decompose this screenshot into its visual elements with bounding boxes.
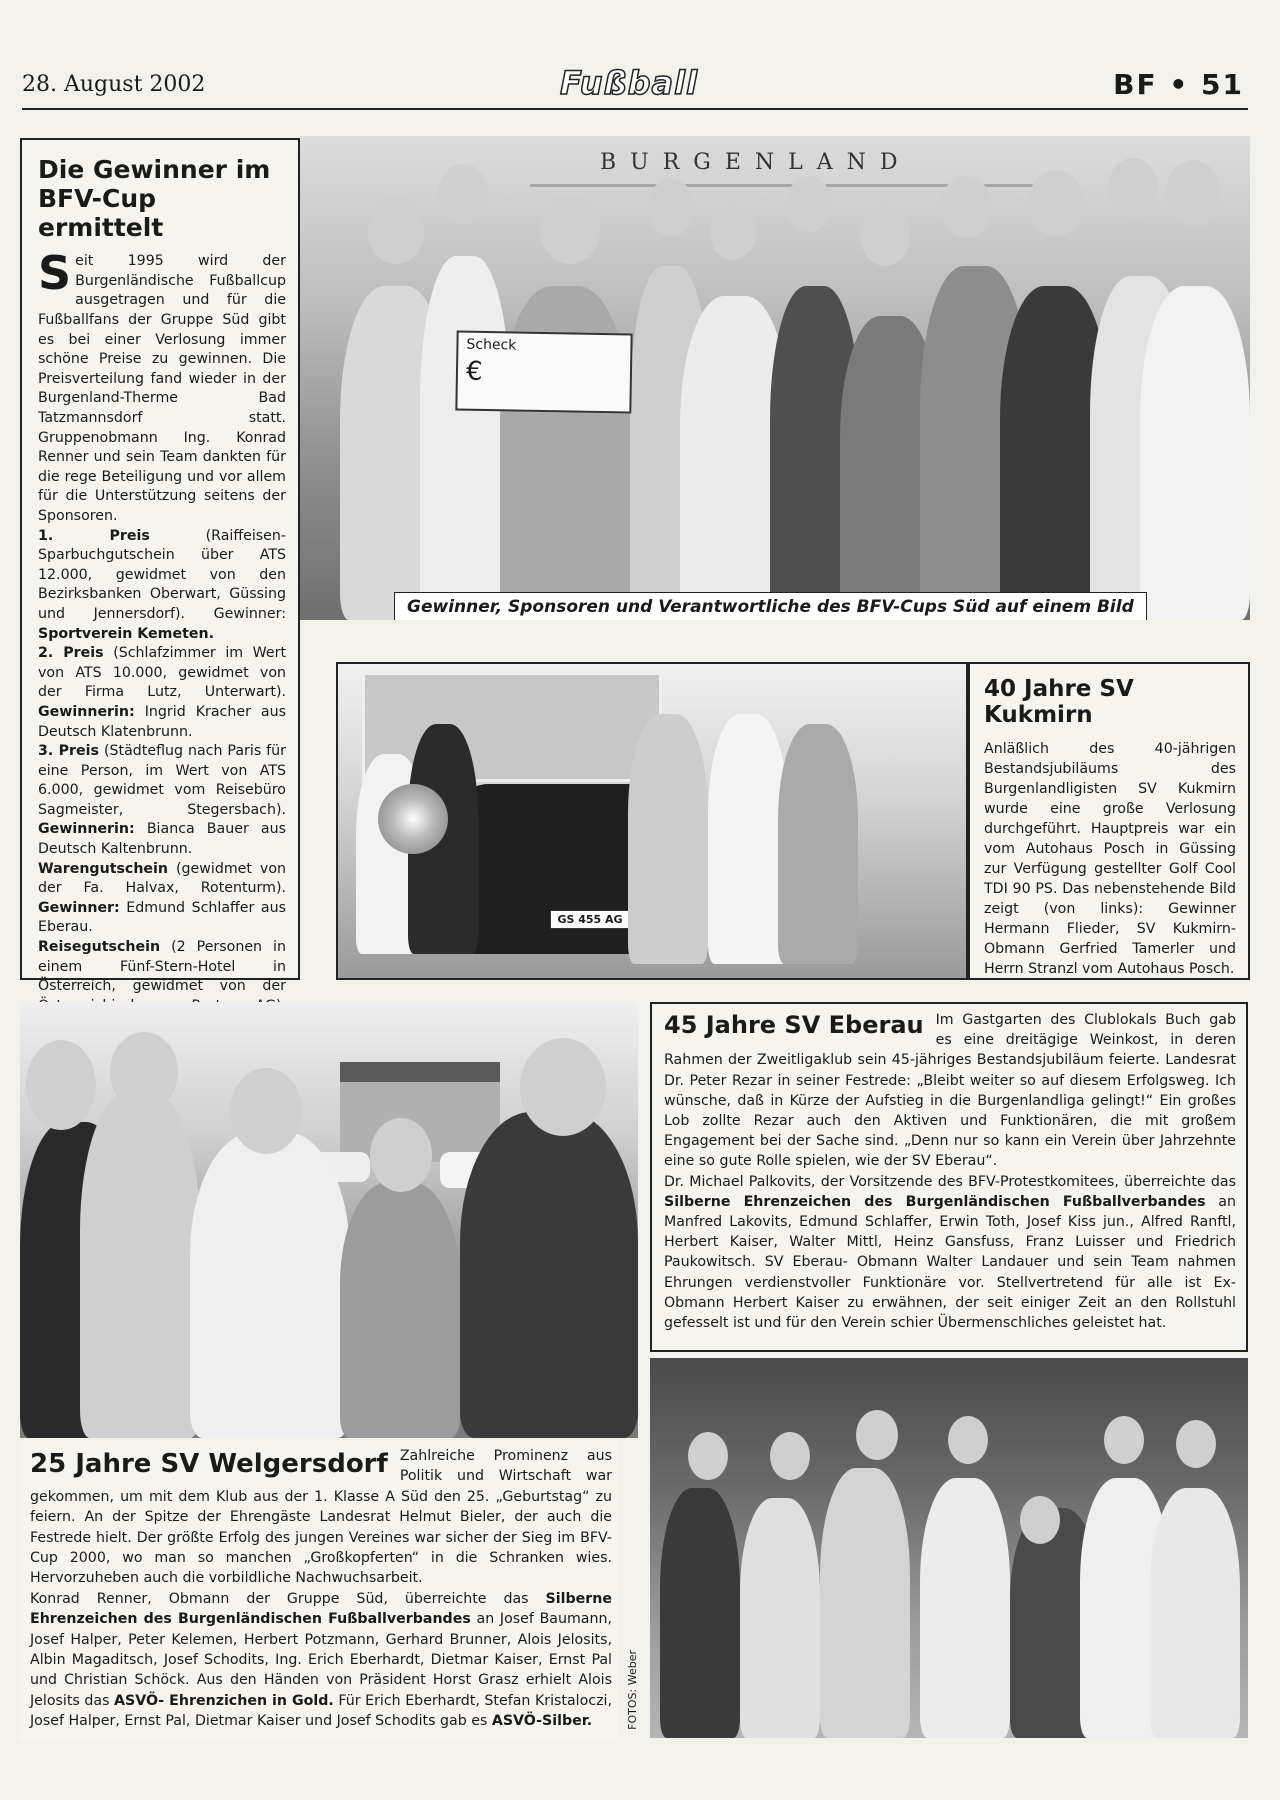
license-plate: GS 455 AG xyxy=(550,910,630,929)
welgersdorf-text2-bold3: ASVÖ-Silber. xyxy=(491,1713,593,1730)
prize3-winner: Bianca Bauer aus Deutsch Kaltenbrunn. xyxy=(38,821,286,858)
person-head xyxy=(370,1118,432,1192)
person-head xyxy=(1104,1416,1144,1464)
eberau-headline: 45 Jahre SV Eberau xyxy=(664,1011,924,1039)
person-head xyxy=(520,1038,606,1136)
person-head xyxy=(948,1416,988,1464)
photo-banner: BURGENLAND xyxy=(600,150,912,175)
prize2-text: (Schlafzimmer im Wert von ATS 10.000, gewidmet von der Firma Lutz, Unterwart). xyxy=(38,645,287,701)
person-head xyxy=(368,198,424,264)
bfv-cup-intro: eit 1995 wird der Burgenländische Fußballcup ausgetragen und für die Fußballfans der Gruppe Süd gibt es bei einer Verlosung immer schöne Preise zu gewinnen. Die Preisverteilung fand wieder in der Burgenland-Therme Bad Tatzmannsdorf statt. Gruppenobmann Ing. Konrad Renner und sein Team dankten für die rege Beteiligung und vor allem für die Unterstützung seitens der Sponsoren. xyxy=(38,253,286,524)
page-number: BF • 51 xyxy=(1113,68,1244,101)
welgersdorf-body xyxy=(30,1446,612,1732)
kukmirn-photo xyxy=(336,662,968,980)
prize2-label: 2. Preis xyxy=(38,645,104,662)
prize3-label: 3. Preis xyxy=(38,743,99,760)
person-head xyxy=(110,1032,178,1112)
person-head xyxy=(1176,1420,1216,1468)
prize2-winner-label: Gewinnerin: xyxy=(38,703,135,720)
dropcap: S xyxy=(38,246,72,301)
flower-bouquet xyxy=(378,784,448,854)
person-head xyxy=(856,1410,898,1460)
prize1-winner: Sportverein Kemeten. xyxy=(38,625,214,642)
welgersdorf-text1: Zahlreiche Prominenz aus Politik und Wirtschaft war gekommen, um mit dem Klub aus der 1. Klasse A Süd den 25. „Geburtstag“ zu feiern. An der Spitze der Ehrengäste Landesrat Helmut Bieler, der auch die Festrede hielt. Der größte Erfolg des jungen Vereines war sicher der Sieg im BFV-Cup 2000, wo man so manchen „Großkopferten“ in die Schranken wies. Hervorzuheben auch die vorbildliche Nachwuchsarbeit. xyxy=(30,1448,612,1587)
eberau-text2-bold: Silberne Ehrenzeichen des Burgenländischen Fußballverbandes xyxy=(664,1193,1206,1210)
welgersdorf-text2-end: Für Erich Eberhardt, Stefan Kristaloczi, Josef Halper, Ernst Pal, Dietmar Kaiser und Josef Schodits gab es xyxy=(30,1692,612,1730)
bfv-cup-photo-caption: Gewinner, Sponsoren und Verantwortliche des BFV-Cups Süd auf einem Bild xyxy=(394,592,1147,620)
travel-label: Reisegutschein xyxy=(38,939,161,956)
welgersdorf-article xyxy=(20,1440,618,1740)
header-rule xyxy=(22,108,1248,110)
person-head xyxy=(648,178,694,236)
issue-date: 28. August 2002 xyxy=(22,72,206,97)
voucher-text: (gewidmet von der Fa. Halvax, Rotenturm). xyxy=(38,860,287,897)
person-head xyxy=(1166,160,1220,226)
cheque-label: Scheck xyxy=(466,336,517,354)
person-silhouette xyxy=(778,724,858,964)
bfv-cup-article xyxy=(20,138,300,995)
person-head xyxy=(540,196,600,264)
person-silhouette xyxy=(820,1468,910,1738)
cheque xyxy=(455,330,632,413)
kukmirn-headline: 40 Jahre SV Kukmirn xyxy=(984,676,1134,729)
person-silhouette xyxy=(660,1488,740,1738)
prize2-winner: Ingrid Kracher aus Deutsch Klatenbrunn. xyxy=(38,703,286,740)
person-silhouette xyxy=(708,714,788,964)
person-silhouette xyxy=(1150,1488,1240,1738)
eberau-article xyxy=(650,1002,1248,1352)
photo-credit: FOTOS: Weber xyxy=(626,1650,639,1730)
kukmirn-body: Anläßlich des 40-jährigen Bestandsjubiläums des Burgenlandligisten SV Kukmirn wurde eine große Verlosung durchgeführt. Hauptpreis war ein vom Autohaus Posch in Güssing zur Verfügung gestellter Golf Cool TDI 90 PS. Das nebenstehende Bild zeigt (von links): Gewinner Hermann Flieder, SV Kukmirn-Obmann Gerfried Tamerler und Herrn Stranzl vom Autohaus Posch. xyxy=(984,740,1236,977)
person-silhouette xyxy=(460,1112,638,1438)
person-head xyxy=(710,204,756,260)
welgersdorf-photo xyxy=(20,1002,638,1438)
person-silhouette xyxy=(80,1092,200,1438)
welgersdorf-text2-mid: an Josef Baumann, Josef Halper, Peter Kelemen, Herbert Potzmann, Gerhard Brunner, Alois Jelosits, Albin Magaditsch, Josef Schodits, Ing. Erich Eberhardt, Dietmar Kaiser, Ernst Pal und Christian Schöck. Aus den Händen von Präsident Horst Grasz erhielt Alois Jelosits das xyxy=(30,1611,612,1709)
welgersdorf-text2-bold2: ASVÖ- Ehrenzichen in Gold. xyxy=(114,1692,334,1709)
eberau-photo xyxy=(650,1358,1248,1738)
euro-icon: € xyxy=(465,356,483,387)
person-silhouette xyxy=(190,1132,350,1438)
kukmirn-article xyxy=(968,662,1250,980)
person-head xyxy=(438,164,488,224)
welgersdorf-text2-bold: Silberne Ehrenzeichen des Burgenländischen Fußballverbandes xyxy=(30,1590,612,1628)
prize1-text: (Raiffeisen-Sparbuchgutschein über ATS 12.000, gewidmet von den Bezirksbanken Oberwart, Güssing und Jennersdorf). Gewinner: xyxy=(38,527,287,622)
eberau-body xyxy=(664,1010,1236,1333)
person-head xyxy=(940,176,992,238)
person-head xyxy=(770,1432,810,1480)
person-head xyxy=(1020,1496,1060,1544)
voucher-winner: Edmund Schlaffer aus Eberau. xyxy=(38,899,286,936)
person-head xyxy=(26,1040,96,1130)
person-head xyxy=(230,1068,302,1154)
person-silhouette xyxy=(340,1182,460,1438)
section-title: Fußball xyxy=(560,64,699,102)
person-silhouette xyxy=(628,714,708,964)
welgersdorf-headline: 25 Jahre SV Welgersdorf xyxy=(30,1449,388,1479)
eberau-text2-pre: Dr. Michael Palkovits, der Vorsitzende des BFV-Protestkomitees, überreichte das xyxy=(664,1173,1236,1190)
person-silhouette xyxy=(420,256,510,620)
person-head xyxy=(1108,158,1158,218)
welgersdorf-text2-pre: Konrad Renner, Obmann der Gruppe Süd, überreichte das xyxy=(30,1590,529,1607)
bfv-cup-body xyxy=(38,246,287,1055)
voucher-winner-label: Gewinner: xyxy=(38,899,120,916)
bfv-cup-photo xyxy=(300,136,1250,620)
person-head xyxy=(860,204,910,266)
prize3-text: (Städteflug nach Paris für eine Person, im Wert von ATS 6.000, gewidmet vom Reisebüro Sagmeister, Stegersbach). xyxy=(38,743,287,818)
person-silhouette xyxy=(740,1498,820,1738)
person-head xyxy=(688,1432,728,1480)
voucher-label: Warengutschein xyxy=(38,860,169,877)
travel-text: (2 Personen in einem Fünf-Stern-Hotel in Österreich, gewidmet von der xyxy=(38,939,286,995)
person-silhouette xyxy=(1140,286,1250,620)
eberau-text2-post: an Manfred Lakovits, Edmund Schlaffer, Erwin Toth, Josef Kiss jun., Alfred Ranftl, Herbert Kaiser, Walter Mittl, Heinz Gansfuss, Franz Luisser und Friedrich Paukowitsch. SV Eberau- Obmann Walter Landauer und sein Team nahmen Ehrungen verdienstvoller Funktionäre vor. Stellvertretend für alle ist Ex-Obmann Herbert Kaiser zu erwähnen, der seit einiger Zeit an den Rollstuhl gefesselt ist und für den Verein schier Übermenschliches geleistet hat. xyxy=(664,1193,1236,1332)
bfv-cup-headline: Die Gewinner im BFV-Cup ermittelt xyxy=(38,155,271,242)
person-head xyxy=(1028,170,1084,236)
person-head xyxy=(786,176,832,232)
person-silhouette xyxy=(920,1478,1010,1738)
prize3-winner-label: Gewinnerin: xyxy=(38,821,135,838)
prize1-label: 1. Preis xyxy=(38,527,150,544)
eberau-text1: Im Gastgarten des Clublokals Buch gab es eine dreitägige Weinkost, in deren Rahmen der Zweitligaklub sein 45-jähriges Bestandsjubiläum feierte. Landesrat Dr. Peter Rezar in seiner Festrede: „Bleibt weiter so auf diesem Erfolgsweg. Ich wünsche, daß in Kürze der Aufstieg in die Burgenlandliga gelingt!“ Ein großes Lob zollte Rezar auch den Aktiven und Funktionären, die mit großem Engagement bei der Sache sind. „Denn nur so kann ein Verein über Jahrzehnte eine so gute Rolle spielen, wie der SV Eberau“. xyxy=(664,1012,1236,1170)
